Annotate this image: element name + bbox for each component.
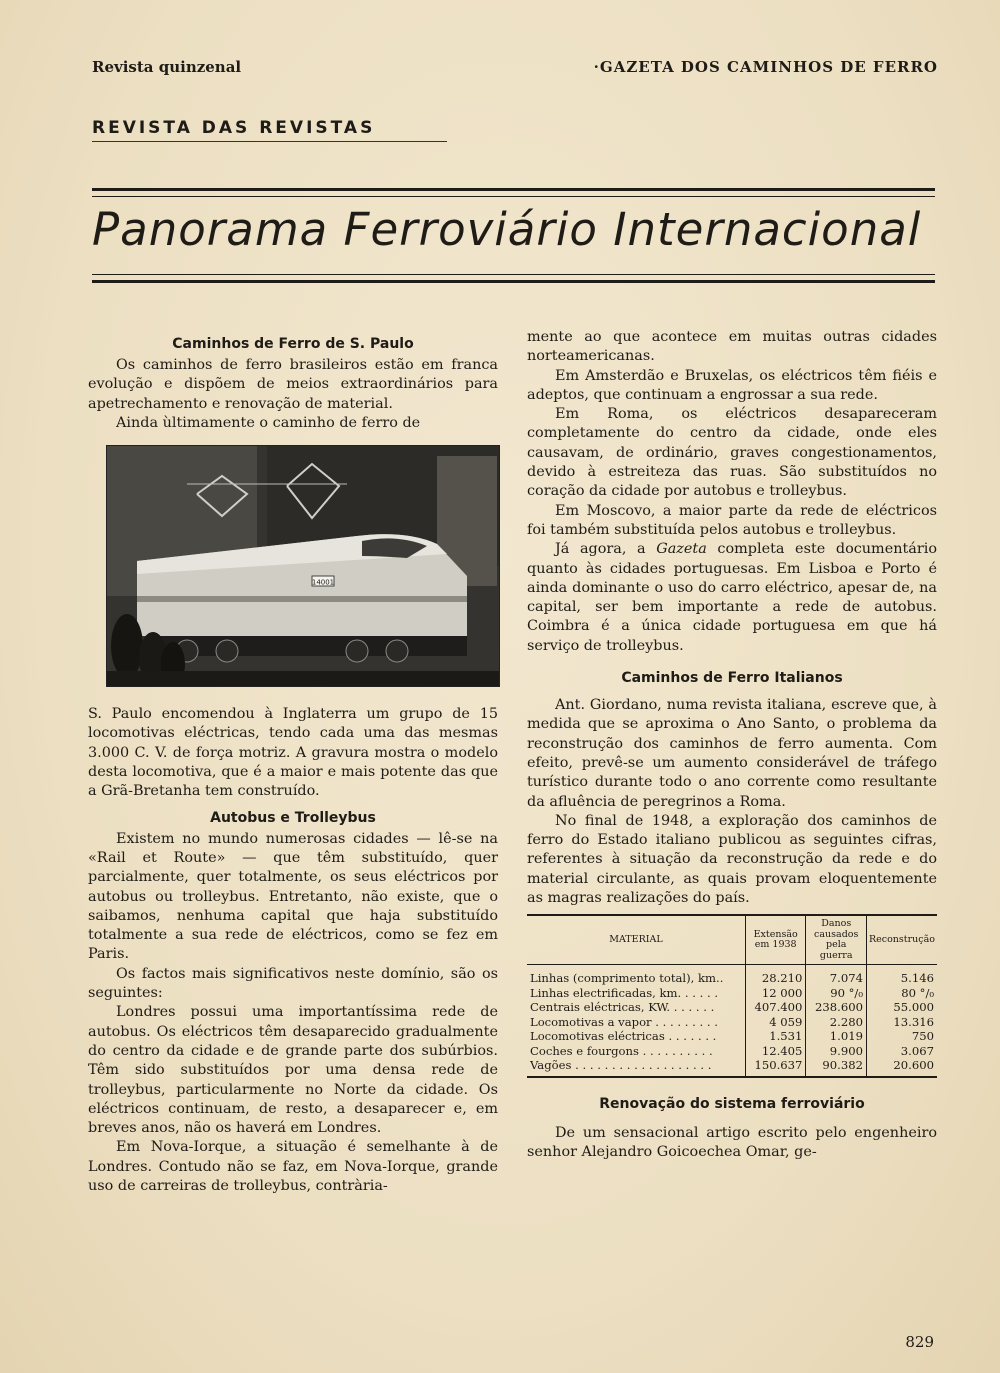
paragraph: Ainda ùltimamente o caminho de ferro de xyxy=(116,414,421,431)
paragraph: Os factos mais significativos neste domínio, são os seguintes: xyxy=(88,965,498,1002)
paragraph xyxy=(527,540,937,656)
title-rule-top-thick xyxy=(92,188,935,191)
locomotive-number: 14001 xyxy=(311,578,335,587)
paragraph: mente ao que acontece em muitas outras cidades norteamericanas. xyxy=(527,329,937,365)
table-cell: 80 °/₀ xyxy=(866,986,937,1001)
table-cell: 3.067 xyxy=(866,1044,937,1059)
table-header-cell: MATERIAL xyxy=(527,915,745,965)
column-right xyxy=(527,328,937,1162)
table-cell: Linhas (comprimento total), km.. xyxy=(530,971,724,986)
paragraph: S. Paulo encomendou à Inglaterra um grupo de 15 locomotivas eléctricas, tendo cada uma das mesmas 3.000 C. V. de força motriz. A gravura mostra o modelo desta locomotiva, que é a maior e mais potente das que a Grã-Bretanha tem construído. xyxy=(88,706,498,800)
table-cell: 750 xyxy=(866,1029,937,1044)
text-run: completa este documentário quanto às cidades portuguesas. Em Lisboa e Porto é ainda dominante o uso do carro eléctrico, apesar de, na capital, ser bem importante a rede de autobus. Coimbra é a única cidade portuguesa em que há serviço de trolleybus. xyxy=(527,541,937,654)
title-rule-top-thin xyxy=(92,196,935,197)
article-title: Panorama Ferroviário Internacional xyxy=(92,203,922,256)
table-cell: 90 °/₀ xyxy=(806,986,867,1001)
section-underline xyxy=(92,141,447,142)
locomotive-photo xyxy=(106,445,500,687)
subheading-sao-paulo: Caminhos de Ferro de S. Paulo xyxy=(172,336,414,352)
table-cell: Locomotivas a vapor . . . . . . . . . xyxy=(530,1014,718,1029)
locomotive-illustration xyxy=(107,446,499,686)
paragraph: No final de 1948, a exploração dos caminhos de ferro do Estado italiano publicou as seguintes cifras, referentes à situação da reconstrução da rede e do material circulante, as quais provam eloquentemente as magras realizações do país. xyxy=(527,812,937,907)
table-cell: 4 059 xyxy=(745,1015,806,1030)
table-cell: 55.000 xyxy=(866,1000,937,1015)
reconstruction-table xyxy=(527,914,937,1078)
table-cell: 28.210 xyxy=(745,965,806,986)
table-cell: Centrais eléctricas, KW. . . . . . . xyxy=(530,1000,715,1015)
title-rule-bottom-thin xyxy=(92,274,935,275)
title-rule-bottom-thick xyxy=(92,280,935,283)
paragraph: Em Moscovo, a maior parte da rede de eléctricos foi também substituída pelos autobus e trolleybus. xyxy=(527,502,937,538)
table-cell: 12 000 xyxy=(745,986,806,1001)
paragraph: Em Nova-Iorque, a situação é semelhante à de Londres. Contudo não se faz, em Nova-Iorque, grande uso de carreiras de trolleybus, contrària- xyxy=(88,1139,498,1195)
table-row xyxy=(527,986,937,1001)
subheading-renovacao: Renovação do sistema ferroviário xyxy=(599,1095,865,1112)
table-row xyxy=(527,1044,937,1059)
section-title: REVISTA DAS REVISTAS xyxy=(92,118,376,138)
subheading-autobus: Autobus e Trolleybus xyxy=(210,809,376,826)
table-header-cell: Reconstrução xyxy=(866,915,937,965)
table-cell: 7.074 xyxy=(806,965,867,986)
paragraph: Em Amsterdão e Bruxelas, os eléctricos têm fiéis e adeptos, que continuam a engrossar a sua rede. xyxy=(527,367,937,403)
table-cell: 238.600 xyxy=(806,1000,867,1015)
table-header-cell: Danos causados pela guerra xyxy=(806,915,867,965)
table-row xyxy=(527,965,937,986)
table-cell: 1.019 xyxy=(806,1029,867,1044)
table-cell: 9.900 xyxy=(806,1044,867,1059)
table-row xyxy=(527,1029,937,1044)
table-cell: Linhas electrificadas, km. . . . . . xyxy=(530,985,719,1000)
table-cell: Locomotivas eléctricas . . . . . . . xyxy=(530,1029,717,1044)
page-number: 829 xyxy=(905,1333,934,1351)
gazeta-italic: Gazeta xyxy=(656,541,707,558)
table-header-row xyxy=(527,915,937,965)
paragraph: Os caminhos de ferro brasileiros estão em franca evolução e dispõem de meios extraordinários para apetrechamento e renovação de material. xyxy=(88,357,498,412)
table-row xyxy=(527,1000,937,1015)
table-cell: 20.600 xyxy=(866,1058,937,1077)
table-cell: 90.382 xyxy=(806,1058,867,1077)
paragraph: Ant. Giordano, numa revista italiana, escreve que, à medida que se aproxima o Ano Santo, o problema da reconstrução dos caminhos de ferro aumenta. Com efeito, prevê-se um aumento considerável de tráfego turístico durante todo o ano corrente como resultante da afluência de peregrinos a Roma. xyxy=(527,697,937,810)
table-cell: 1.531 xyxy=(745,1029,806,1044)
table-cell: 150.637 xyxy=(745,1058,806,1077)
table-header-cell: Extensão em 1938 xyxy=(745,915,806,965)
table-cell: 2.280 xyxy=(806,1015,867,1030)
journal-name: GAZETA DOS CAMINHOS DE FERRO xyxy=(599,58,938,76)
running-header-left: Revista quinzenal xyxy=(92,58,242,76)
table-cell: Coches e fourgons . . . . . . . . . . xyxy=(530,1043,713,1058)
column-left xyxy=(88,328,498,1196)
table-cell: 5.146 xyxy=(866,965,937,986)
table-cell: 12.405 xyxy=(745,1044,806,1059)
table-row xyxy=(527,1015,937,1030)
table-cell: 407.400 xyxy=(745,1000,806,1015)
table-cell: 13.316 xyxy=(866,1015,937,1030)
text-run: Já agora, a xyxy=(555,541,657,558)
paragraph: Em Roma, os eléctricos desapareceram completamente do centro da cidade, onde eles causavam, de ordinário, graves congestionamentos, devido à estreiteza das ruas. São substituídos no coração da cidade por autobus e trolleybus. xyxy=(527,406,937,500)
running-header-right: ·GAZETA DOS CAMINHOS DE FERRO xyxy=(593,58,938,76)
subheading-italianos: Caminhos de Ferro Italianos xyxy=(621,670,843,687)
paragraph: Londres possui uma importantíssima rede de autobus. Os eléctricos têm desaparecido gradualmente do centro da cidade e de grande parte dos subúrbios. Têm sido substituídos por uma densa rede de trolleybus, particularmente no Norte da cidade. Os eléctricos continuam, de resto, a desaparecer e, em breves anos, não os haverá em Londres. xyxy=(88,1004,498,1137)
paragraph: De um sensacional artigo escrito pelo engenheiro senhor Alejandro Goicoechea Omar, ge- xyxy=(527,1124,937,1161)
paragraph: Existem no mundo numerosas cidades — lê-se na «Rail et Route» — que têm substituído, quer parcialmente, quer totalmente, os seus eléctricos por autobus ou trolleybus. Entretanto, não existe, que o saibamos, nenhuma capital que haja substituído totalmente a sua rede de eléctricos, como se fez em Paris. xyxy=(88,830,498,963)
table-cell: Vagões . . . . . . . . . . . . . . . . . . . xyxy=(530,1058,712,1073)
table-row xyxy=(527,1058,937,1077)
